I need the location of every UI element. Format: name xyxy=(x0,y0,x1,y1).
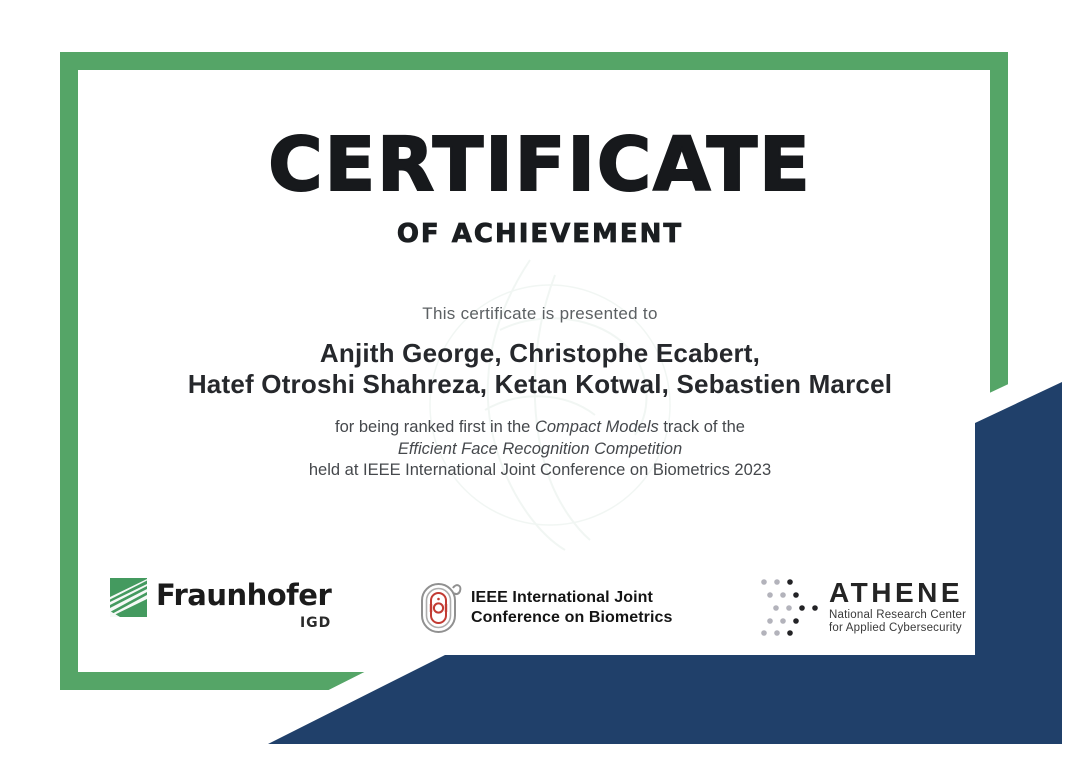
athene-subtitle-line1: National Research Center xyxy=(829,609,967,621)
fraunhofer-institute-code: IGD xyxy=(299,615,332,631)
reason-competition-name: Efficient Face Recognition Competition xyxy=(397,439,683,458)
reason-l1-prefix: for being ranked first in the xyxy=(335,418,535,436)
fraunhofer-logo xyxy=(110,578,331,631)
ijcb-name-line2: Conference on Biometrics xyxy=(471,609,673,626)
certificate-subtitle: OF ACHIEVEMENT xyxy=(396,219,684,249)
recipient-names-line2: Hatef Otroshi Shahreza, Ketan Kotwal, Sebastien Marcel xyxy=(187,369,893,399)
athene-subtitle-line2: for Applied Cybersecurity xyxy=(829,622,962,634)
certificate-title: CERTIFICATE xyxy=(268,122,812,208)
presented-to-text: This certificate is presented to xyxy=(422,304,658,323)
athene-text-block xyxy=(829,579,966,635)
fraunhofer-text-block xyxy=(156,578,331,631)
ijcb-logo xyxy=(419,579,673,637)
athene-name: ATHENE xyxy=(829,577,964,608)
reason-l1-suffix: track of the xyxy=(658,418,745,436)
reason-track-name: Compact Models xyxy=(534,418,659,436)
athene-logo xyxy=(760,577,966,637)
fraunhofer-stripes-icon xyxy=(110,578,147,617)
ijcb-name-line1: IEEE International Joint xyxy=(471,589,653,606)
award-reason-line3: held at IEEE International Joint Conference on Biometrics 2023 xyxy=(308,461,772,479)
fraunhofer-name: Fraunhofer xyxy=(156,578,332,612)
fingerprint-icon xyxy=(419,579,463,637)
athene-dots-icon xyxy=(760,577,818,637)
recipient-names-line1: Anjith George, Christophe Ecabert, xyxy=(319,338,761,368)
athene-subtitle xyxy=(829,609,966,635)
ijcb-text-block xyxy=(471,588,673,628)
